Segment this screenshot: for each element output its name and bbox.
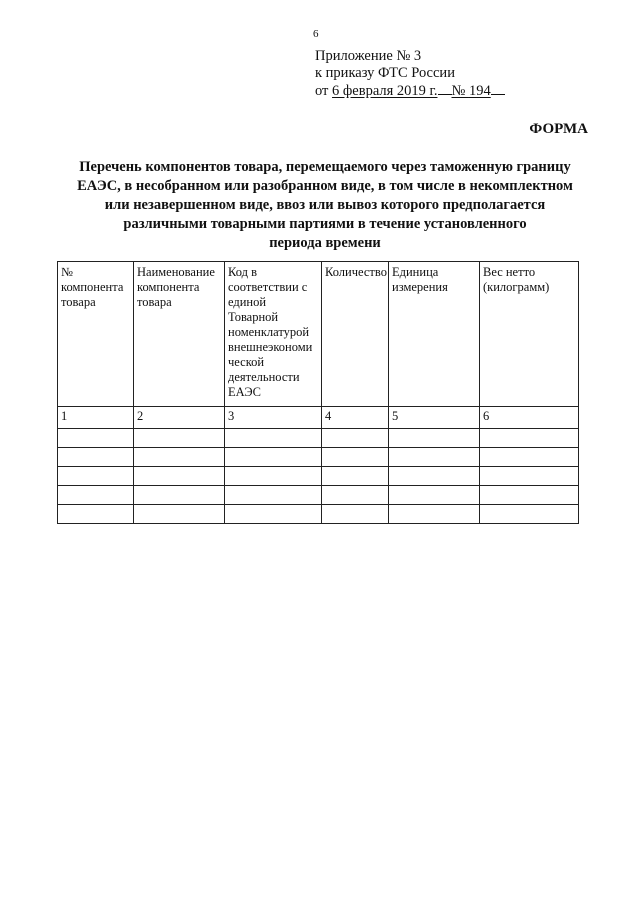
header-unit: Единица измерения <box>389 262 480 407</box>
empty-cell <box>322 429 389 448</box>
header-tnved-code: Код в соответствии с единой Товарной номенклатурой внешнеэкономи ческой деятельности ЕАЭС <box>225 262 322 407</box>
empty-cell <box>480 448 579 467</box>
empty-cell <box>134 467 225 486</box>
appendix-line-1: Приложение № 3 <box>315 48 422 64</box>
order-date: 6 февраля 2019 г. <box>332 83 438 99</box>
column-number-row <box>58 407 579 429</box>
form-label: ФОРМА <box>529 121 588 137</box>
appendix-line-2: к приказу ФТС России <box>315 65 455 81</box>
header-quantity: Количество <box>322 262 389 407</box>
table-row <box>58 467 579 486</box>
empty-cell <box>225 505 322 524</box>
empty-cell <box>480 505 579 524</box>
header-component-name: Наименование компонента товара <box>134 262 225 407</box>
column-number: 3 <box>225 407 322 429</box>
empty-cell <box>322 486 389 505</box>
empty-cell <box>134 486 225 505</box>
empty-cell <box>389 486 480 505</box>
empty-cell <box>134 429 225 448</box>
empty-cell <box>225 486 322 505</box>
header-net-weight: Вес нетто (килограмм) <box>480 262 579 407</box>
empty-cell <box>480 467 579 486</box>
empty-cell <box>58 467 134 486</box>
column-number: 4 <box>322 407 389 429</box>
document-title <box>50 158 600 253</box>
empty-cell <box>58 505 134 524</box>
empty-cell <box>389 505 480 524</box>
number-blank <box>491 82 505 95</box>
column-number: 2 <box>134 407 225 429</box>
empty-cell <box>225 429 322 448</box>
appendix-date-line <box>315 82 505 100</box>
date-prefix: от <box>315 83 333 99</box>
appendix-block <box>315 48 505 100</box>
title-line: ЕАЭС, в несобранном или разобранном виде, в том числе в некомплектном <box>77 178 573 194</box>
empty-cell <box>134 505 225 524</box>
empty-cell <box>58 429 134 448</box>
table-header-row <box>58 262 579 407</box>
order-number-prefix: № <box>451 83 469 99</box>
table-row <box>58 505 579 524</box>
column-number: 5 <box>389 407 480 429</box>
page-number: 6 <box>313 28 319 40</box>
empty-cell <box>389 448 480 467</box>
order-number: 194 <box>468 83 491 99</box>
empty-cell <box>322 505 389 524</box>
components-table <box>57 261 579 524</box>
title-line: различными товарными партиями в течение установленного <box>123 216 527 232</box>
empty-cell <box>134 448 225 467</box>
column-number: 1 <box>58 407 134 429</box>
empty-cell <box>389 467 480 486</box>
table-row <box>58 429 579 448</box>
empty-cell <box>480 486 579 505</box>
table-row <box>58 448 579 467</box>
column-number: 6 <box>480 407 579 429</box>
title-line: Перечень компонентов товара, перемещаемого через таможенную границу <box>79 159 571 175</box>
table-row <box>58 486 579 505</box>
empty-cell <box>480 429 579 448</box>
empty-cell <box>225 448 322 467</box>
header-component-number: № компонента товара <box>58 262 134 407</box>
empty-cell <box>58 448 134 467</box>
empty-cell <box>389 429 480 448</box>
empty-cell <box>225 467 322 486</box>
title-line: периода времени <box>269 235 381 251</box>
empty-cell <box>322 448 389 467</box>
empty-cell <box>58 486 134 505</box>
date-blank <box>438 82 452 95</box>
title-line: или незавершенном виде, ввоз или вывоз которого предполагается <box>104 197 546 213</box>
empty-cell <box>322 467 389 486</box>
